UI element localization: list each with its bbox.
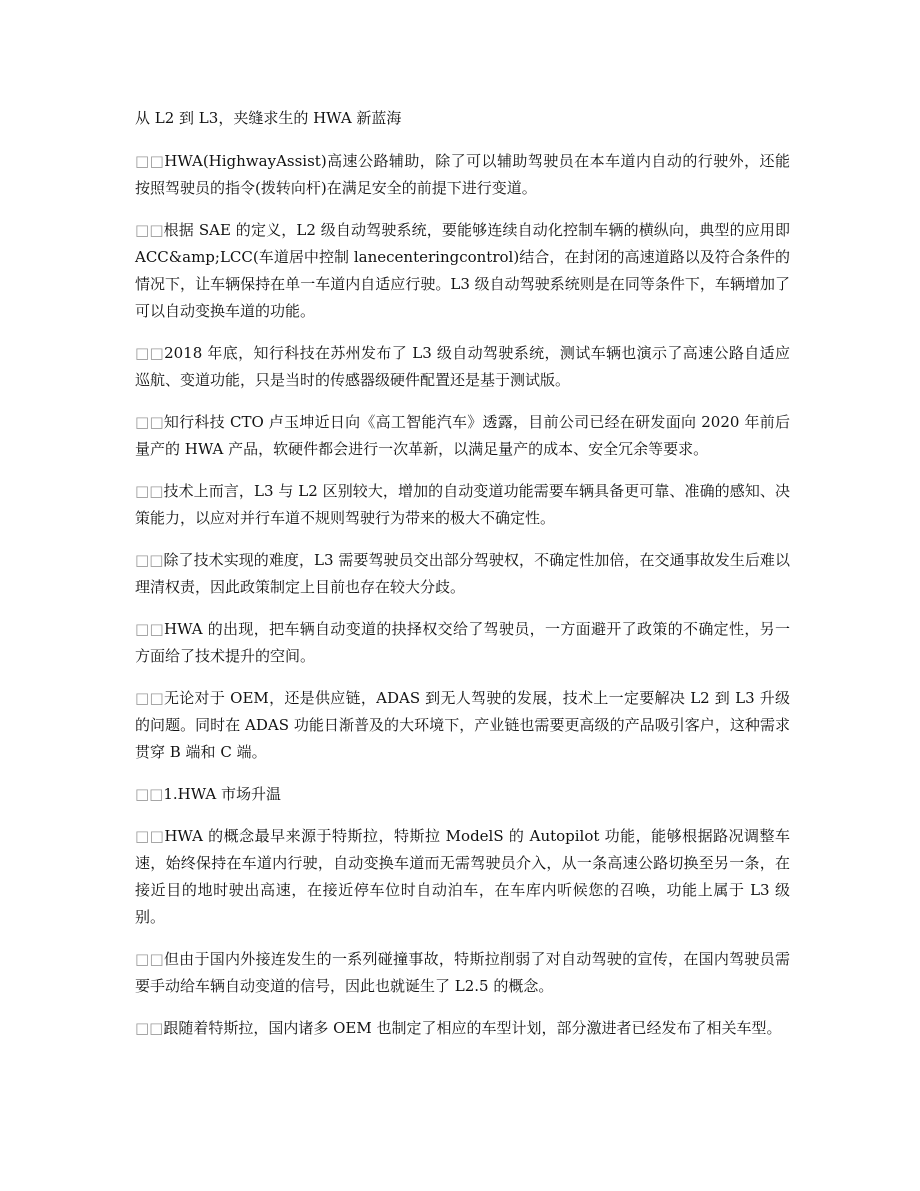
paragraph-text: 2018 年底，知行科技在苏州发布了 L3 级自动驾驶系统，测试车辆也演示了高速公路自适应巡航、变道功能，只是当时的传感器级硬件配置还是基于测试版。 [135, 344, 790, 389]
paragraph-text: 跟随着特斯拉，国内诸多 OEM 也制定了相应的车型计划，部分激进者已经发布了相关车型。 [163, 1019, 782, 1037]
paragraph [135, 1015, 790, 1042]
section-heading [135, 781, 790, 808]
paragraph [135, 616, 790, 670]
paragraph-text: HWA 的出现，把车辆自动变道的抉择权交给了驾驶员，一方面避开了政策的不确定性，另一方面给了技术提升的空间。 [135, 620, 790, 665]
indent-glyph: □□ [135, 620, 165, 638]
indent-glyph: □□ [135, 785, 164, 803]
paragraph [135, 823, 790, 931]
paragraph [135, 409, 790, 463]
paragraph-text: HWA(HighwayAssist)高速公路辅助，除了可以辅助驾驶员在本车道内自动的行驶外，还能按照驾驶员的指令(拨转向杆)在满足安全的前提下进行变道。 [135, 152, 790, 197]
paragraph-text: 无论对于 OEM，还是供应链，ADAS 到无人驾驶的发展，技术上一定要解决 L2 到 L3 升级的问题。同时在 ADAS 功能日渐普及的大环境下，产业链也需要更高级的产品吸引客户，这种需求贯穿 B 端和 C 端。 [135, 689, 790, 761]
paragraph-text: HWA 的概念最早来源于特斯拉，特斯拉 ModelS 的 Autopilot 功能，能够根据路况调整车速，始终保持在车道内行驶，自动变换车道而无需驾驶员介入，从一条高速公路切换至另一条，在接近目的地时驶出高速，在接近停车位时自动泊车，在车库内听候您的召唤，功能上属于 L3 级别。 [135, 827, 790, 926]
paragraph-text: 但由于国内外接连发生的一系列碰撞事故，特斯拉削弱了对自动驾驶的宣传，在国内驾驶员需要手动给车辆自动变道的信号，因此也就诞生了 L2.5 的概念。 [135, 950, 790, 995]
indent-glyph: □□ [135, 551, 164, 569]
indent-glyph: □□ [135, 689, 164, 707]
indent-glyph: □□ [135, 152, 165, 170]
indent-glyph: □□ [135, 413, 164, 431]
section-heading-text: 1.HWA 市场升温 [163, 785, 282, 803]
paragraph-text: 除了技术实现的难度，L3 需要驾驶员交出部分驾驶权，不确定性加倍，在交通事故发生后难以理清权责，因此政策制定上目前也存在较大分歧。 [135, 551, 790, 596]
paragraph [135, 148, 790, 202]
paragraph [135, 340, 790, 394]
document-title: 从 L2 到 L3，夹缝求生的 HWA 新蓝海 [135, 109, 402, 127]
document-page [135, 105, 790, 1057]
indent-glyph: □□ [135, 221, 164, 239]
paragraph [135, 547, 790, 601]
indent-glyph: □□ [135, 344, 165, 362]
paragraph [135, 217, 790, 325]
paragraph [135, 946, 790, 1000]
paragraph [135, 478, 790, 532]
indent-glyph: □□ [135, 482, 164, 500]
indent-glyph: □□ [135, 827, 165, 845]
paragraph-text: 知行科技 CTO 卢玉坤近日向《高工智能汽车》透露，目前公司已经在研发面向 2020 年前后量产的 HWA 产品，软硬件都会进行一次革新，以满足量产的成本、安全冗余等要求。 [135, 413, 790, 458]
paragraph-text: 技术上而言，L3 与 L2 区别较大，增加的自动变道功能需要车辆具备更可靠、准确的感知、决策能力，以应对并行车道不规则驾驶行为带来的极大不确定性。 [135, 482, 790, 527]
indent-glyph: □□ [135, 1019, 164, 1037]
indent-glyph: □□ [135, 950, 164, 968]
paragraph [135, 685, 790, 766]
paragraph-text: 根据 SAE 的定义，L2 级自动驾驶系统，要能够连续自动化控制车辆的横纵向，典型的应用即 ACC&amp;LCC(车道居中控制 lanecenteringcontrol)结合，在封闭的高速道路以及符合条件的情况下，让车辆保持在单一车道内自适应行驶。L3 级自动驾驶系统则是在同等条件下，车辆增加了可以自动变换车道的功能。 [135, 221, 790, 320]
